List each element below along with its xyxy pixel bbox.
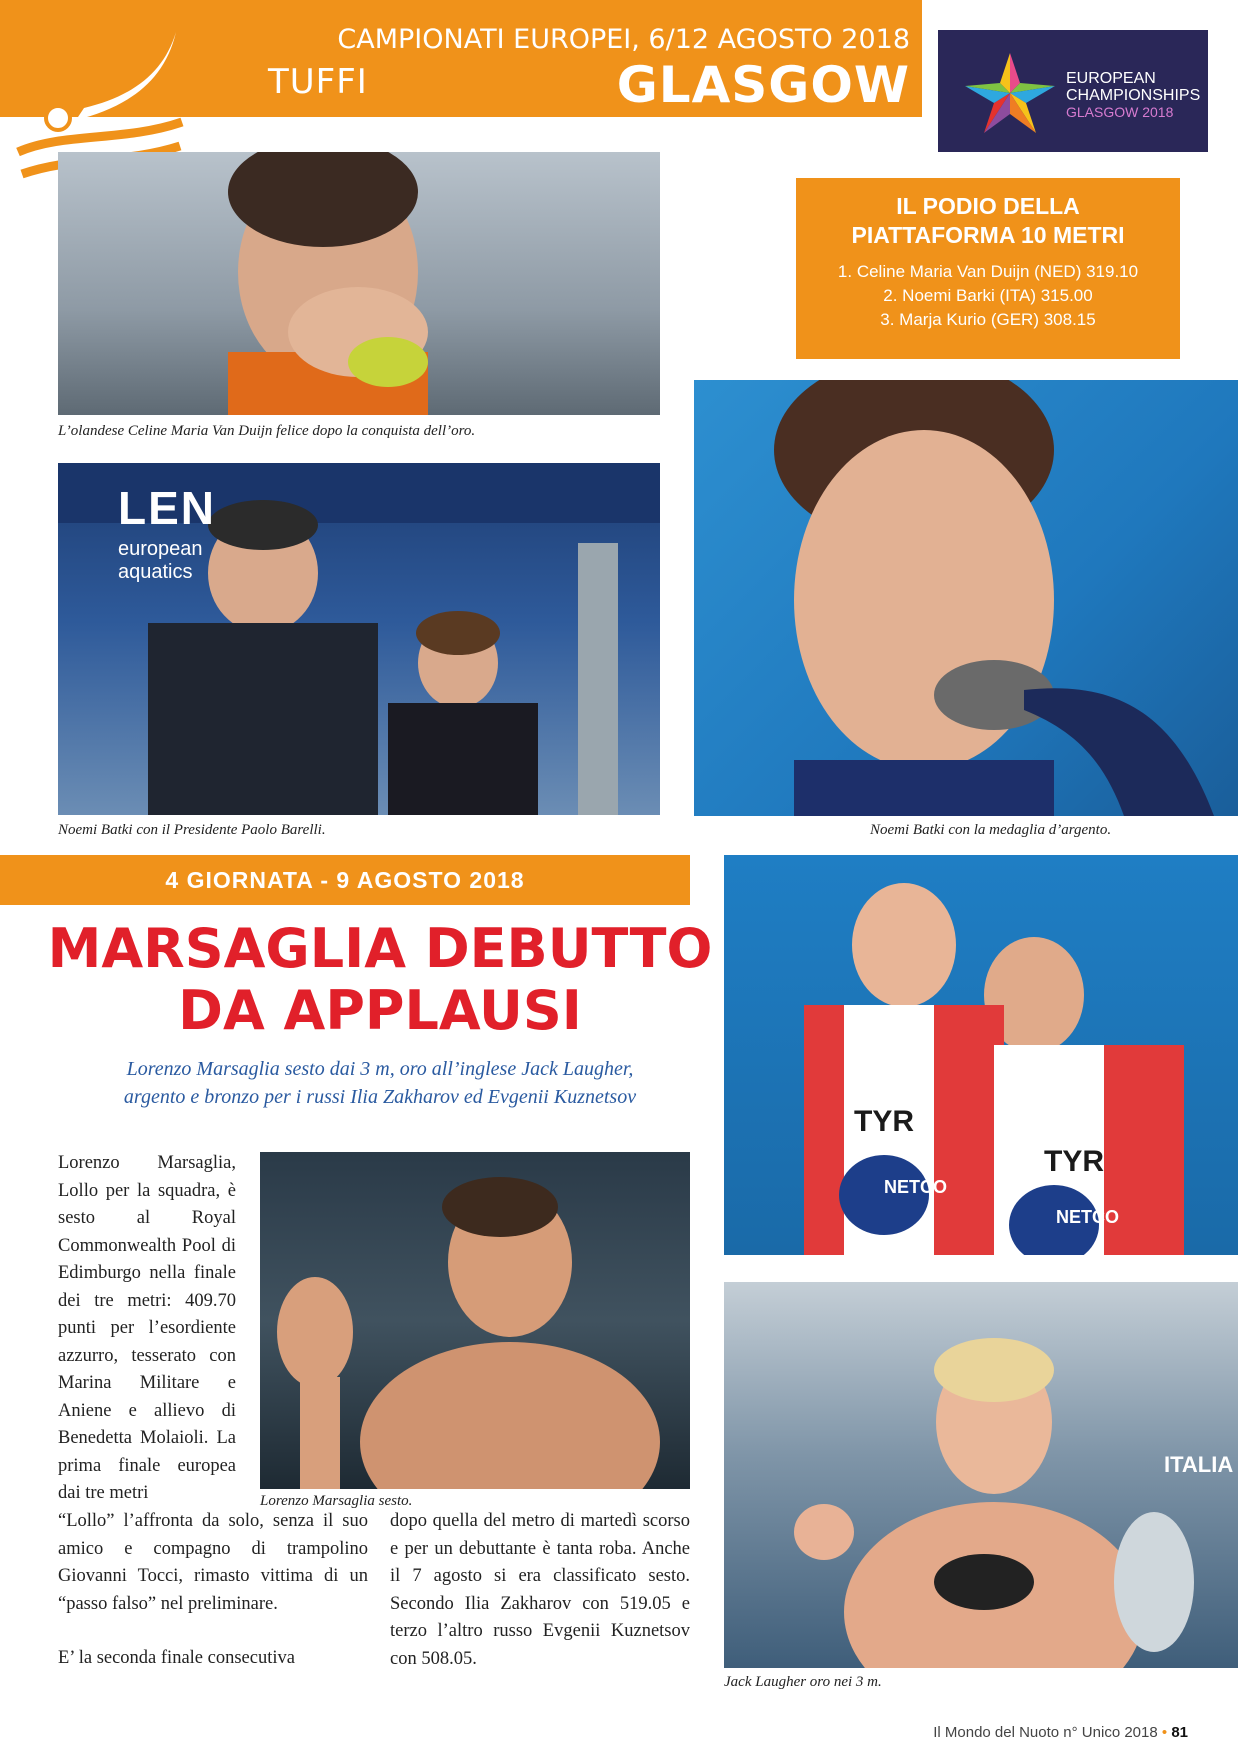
caption-photo-5: Lorenzo Marsaglia sesto. xyxy=(260,1493,413,1509)
event-emblem xyxy=(938,30,1208,152)
podium-result-2: 2. Noemi Barki (ITA) 315.00 xyxy=(883,286,1093,305)
headline-line-1: MARSAGLIA DEBUTTO xyxy=(47,917,713,980)
article-headline xyxy=(0,918,760,1042)
podium-result-3: 3. Marja Kurio (GER) 308.15 xyxy=(880,310,1096,329)
banner-netco-2: NETCO xyxy=(1056,1207,1119,1227)
emblem-line-2: CHAMPIONSHIPS xyxy=(1066,87,1201,104)
article-body-col2: dopo quella del metro di martedì scorso e per un debuttante è tanta roba. Anche il 7 agosto si era classificato sesto. Secondo Ilia Zakharov con 519.05 e terzo l’altro russo Evgenii Kuznetsov con 508.05. xyxy=(390,1511,690,1669)
article-body-col1-narrow: Lorenzo Marsaglia, Lollo per la squadra, è sesto al Royal Commonwealth Pool di Edimburgo nella finale dei tre metri: 409.70 punti per l’esordiente azzurro, tesserato con Marina Militare e Aniene e allievo di Benedetta Molaioli. La prima finale europea dai tre metri xyxy=(58,1153,236,1503)
city-title: GLASGOW xyxy=(616,56,910,114)
subhead-line-2: argento e bronzo per i russi Ilia Zakharov ed Evgenii Kuznetsov xyxy=(123,1086,637,1108)
photo-batki-medal xyxy=(694,380,1238,816)
caption-photo-2: Noemi Batki con il Presidente Paolo Barelli. xyxy=(58,822,326,838)
footer-magazine: Il Mondo del Nuoto n° Unico 2018 xyxy=(933,1724,1158,1741)
article-subhead xyxy=(30,1055,730,1111)
footer-separator: • xyxy=(1161,1724,1168,1741)
championships-dates: CAMPIONATI EUROPEI, 6/12 AGOSTO 2018 xyxy=(337,24,910,55)
caption-photo-1: L’olandese Celine Maria Van Duijn felice dopo la conquista dell’oro. xyxy=(58,423,476,439)
photo-marsaglia xyxy=(260,1152,690,1489)
caption-photo-3: Noemi Batki con la medaglia d’argento. xyxy=(870,822,1112,838)
photo-batki-barelli xyxy=(58,463,660,815)
article-body-col1-end: E’ la seconda finale consecutiva xyxy=(58,1648,295,1668)
photo-laugher xyxy=(724,1282,1238,1668)
banner-len: LEN xyxy=(118,482,216,534)
podium-title-2: PIATTAFORMA 10 METRI xyxy=(851,222,1125,248)
headline-line-2: DA APPLAUSI xyxy=(178,979,582,1042)
banner-italia: ITALIA xyxy=(1164,1452,1234,1477)
podium-title-1: IL PODIO DELLA xyxy=(896,193,1080,219)
podium-result-1: 1. Celine Maria Van Duijn (NED) 319.10 xyxy=(837,262,1139,281)
banner-tyr-2: TYR xyxy=(1044,1145,1104,1178)
emblem-line-1: EUROPEAN xyxy=(1066,70,1156,87)
photo-van-duijn xyxy=(58,152,660,415)
page-footer xyxy=(933,1724,1188,1741)
page-number: 81 xyxy=(1171,1724,1188,1741)
article-body-col1-wide: “Lollo” l’affronta da solo, senza il suo amico e compagno di trampolino Giovanni Tocci, rimasto vittima di un “passo falso” nel preliminare. xyxy=(58,1511,368,1614)
caption-photo-6: Jack Laugher oro nei 3 m. xyxy=(724,1674,882,1690)
emblem-line-3: GLASGOW 2018 xyxy=(1066,104,1174,120)
section-label: TUFFI xyxy=(268,62,368,102)
subhead-line-1: Lorenzo Marsaglia sesto dai 3 m, oro all’inglese Jack Laugher, xyxy=(126,1058,634,1080)
photo-russian-divers xyxy=(724,855,1238,1255)
banner-tyr-1: TYR xyxy=(854,1105,914,1138)
star-logo-icon xyxy=(960,48,1060,138)
day-bar: 4 GIORNATA - 9 AGOSTO 2018 xyxy=(0,855,690,905)
banner-netco-1: NETCO xyxy=(884,1177,947,1197)
podium-box xyxy=(796,178,1180,359)
banner-aquatics: european aquatics xyxy=(118,538,203,583)
